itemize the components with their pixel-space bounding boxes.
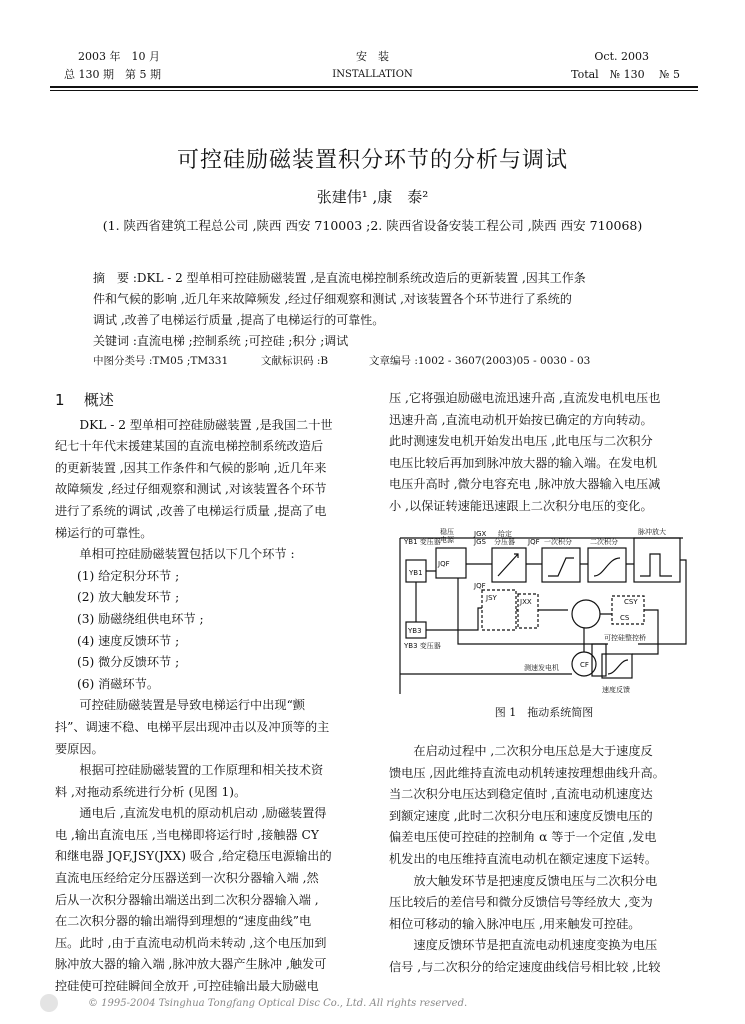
abstract-classification: 中图分类号 :TM05 ;TM331 [93,355,229,367]
list-item: (4) 速度反馈环节 ; [76,633,180,648]
text-line: 后从一次积分器输出端送出到二次积分器输入端 , [55,892,319,907]
text-line: 相位可移动的输入脉冲电压 ,用来触发可控硅。 [389,916,641,931]
text-line: 脉冲放大器的输入端 ,脉冲放大器产生脉冲 ,触发可 [55,957,327,972]
label-yb3-transformer: YB3 变压器 [404,642,441,650]
text-line: 压 ,它将强迫励磁电流迅速升高 ,直流发电机电压也 [389,391,661,405]
label-yb1-box: YB1 [409,569,423,577]
divider-box [492,548,526,582]
label-stabilizer: 稳压 [440,528,454,536]
header-journal-en: INSTALLATION [332,69,413,80]
abstract-line-3: 调试 ,改善了电梯运行质量 ,提高了电梯运行的可靠性。 [93,313,385,327]
text-line: 直流电压经给定分压器送到一次积分器输入端 ,然 [55,871,319,886]
pulse-waveform [640,554,672,576]
paragraph-trigger-stage [389,871,699,936]
label-scr-bridge: 可控硅整控桥 [604,634,646,642]
header-total-number: Total № 130 № 5 [571,68,680,81]
text-line: 到额定速度 ,此时二次积分电压和速度反馈电压的 [389,808,653,823]
text-line: 在二次积分器的输出端得到理想的“速度曲线”电 [55,914,312,929]
text-line: 根据可控硅励磁装置的工作原理和相关技术资 [79,763,324,778]
second-integrator-waveform [594,558,620,576]
label-jgx: JGX [474,530,487,538]
paragraph-speed-feedback [389,935,699,978]
text-line: 迅速升高 ,直流电动机开始按已确定的方向转动。 [389,412,653,427]
list-item: (5) 微分反馈环节 ; [76,655,180,670]
first-integrator-box [542,548,580,582]
text-line: 要原因。 [55,741,104,756]
right-column-bottom [389,741,699,979]
label-speed-feedback: 速度反馈 [602,686,630,694]
label-pulse-amplifier: 脉冲放大 [638,528,666,536]
text-line: 速度反馈环节是把直流电动机速度变换为电压 [413,938,658,953]
text-line: DKL - 2 型单相可控硅励磁装置 ,是我国二十世 [79,417,333,432]
label-cs: CS [620,614,630,622]
text-line: 控硅使可控硅瞬间全放开 ,可控硅输出最大励磁电 [55,979,319,994]
text-line: 通电后 ,直流发电机的原动机启动 ,励磁装置得 [79,806,327,821]
text-line: 机发出的电压维持直流电动机在额定速度下运转。 [389,851,658,866]
section-title: 概述 [83,391,114,409]
text-line: 纪七十年代末援建某国的直流电梯控制系统改造后 [55,439,324,454]
figure-caption: 图 1 拖动系统简图 [494,706,594,719]
text-line: 压。此时 ,由于直流电动机尚未转动 ,这个电压加到 [55,935,327,950]
abstract-line-1: 摘 要 :DKL - 2 型单相可控硅励磁装置 ,是直流电梯控制系统改造后的更新装置 ,因其工作条 [93,271,586,285]
text-line: 放大触发环节是把速度反馈电压与二次积分电 [413,873,658,888]
section-number: 1 [55,391,65,409]
dc-generator-symbol [572,600,600,628]
paragraph-startup [55,803,360,997]
text-line: 抖”、调速不稳、电梯平层出现冲击以及冲顶等的主 [55,719,330,734]
text-line: 进行了系统的调试 ,改善了电梯运行质量 ,提高了电 [55,503,327,518]
label-second-integrator: 二次积分 [590,538,618,546]
text-line: 此时测速发电机开始发出电压 ,此电压与二次积分 [389,434,653,449]
paragraph-analysis [55,760,360,803]
label-power-supply: 电源 [440,536,454,544]
text-line: 梯运行的可靠性。 [55,525,153,540]
text-line: 在启动过程中 ,二次积分电压总是大于速度反 [413,744,653,758]
label-jgs: JGS [474,538,486,546]
text-line: 电压比较后再加到脉冲放大器的输入端。在发电机 [389,455,658,470]
text-line: 的更新装置 ,因其工作条件和气候的影响 ,近几年来 [55,460,327,475]
text-line: 当二次积分电压达到稳定值时 ,直流电动机速度达 [389,787,653,802]
text-line: 电 ,输出直流电压 ,当电梯即将运行时 ,接触器 CY [55,827,319,842]
header-rule-thin [50,90,698,91]
section-heading [55,390,360,413]
first-integrator-waveform [548,558,574,576]
divider-arrow [498,554,518,576]
header-journal-cn: 安 装 [356,50,389,63]
list-item: (3) 励磁绕组供电环节 ; [76,611,204,626]
text-line: 电压升高时 ,微分电容充电 ,脉冲放大器输入电压减 [389,477,661,492]
paragraph-startup-process [389,741,699,871]
header-rule-thick [50,86,698,88]
abstract-doc-code: 文献标识码 :B [261,355,329,367]
article-title: 可控硅励磁装置积分环节的分析与调试 [176,148,568,173]
header-issue-date: 2003 年 10 月 [78,50,160,63]
paragraph-causes [55,695,360,760]
label-first-integrator: 一次积分 [544,538,572,546]
right-column-top [389,388,699,518]
text-line: 馈电压 ,因此维持直流电动机转速按理想曲线升高。 [389,765,665,780]
list-item: (1) 给定积分环节 ; [76,568,180,583]
article-affiliations: (1. 陕西省建筑工程总公司 ,陕西 西安 710003 ;2. 陕西省设备安装工程公司 ,陕西 西安 710068) [102,218,643,233]
text-line: 可控硅励磁装置是导致电梯运行中出现“颤 [79,698,305,713]
abstract-line-2: 件和气候的影响 ,近几年来故障频发 ,经过仔细观察和测试 ,对该装置各个环节进行了系统的 [93,292,572,306]
label-cf: CF [580,661,589,669]
paragraph-overview [55,415,360,545]
text-line: 压比较后的差信号和微分反馈信号等经放大 ,变为 [389,895,653,910]
header-month-en: Oct. 2003 [594,50,649,63]
text-line: 信号 ,与二次积分的给定速度曲线信号相比较 ,比较 [389,959,661,974]
left-column [55,390,360,998]
list-item: (2) 放大触发环节 ; [76,590,180,605]
label-tacho-generator: 测速发电机 [524,664,559,672]
paragraph-components-intro: 单相可控硅励磁装置包括以下几个环节 : [79,547,295,562]
article-authors: 张建伟¹ ,康 泰² [316,188,429,206]
label-csy: CSY [624,598,638,606]
label-divider: 分压器 [494,538,515,546]
footer-copyright: © 1995-2004 Tsinghua Tongfang Optical Disc Co., Ltd. All rights reserved. [88,998,468,1009]
label-jqf-contact: JQF [438,560,450,568]
label-yb3-box: YB3 [408,627,422,635]
components-list [55,566,360,696]
label-yb1-transformer: YB1 变压器 [404,538,441,546]
publisher-logo-icon [40,994,58,1012]
figure-drive-system-diagram [398,524,690,700]
header-issue-number: 总 130 期 第 5 期 [64,68,161,81]
text-line: 故障频发 ,经过仔细观察和测试 ,对该装置各个环节 [55,482,327,497]
second-integrator-box [588,548,626,582]
label-given: 给定 [498,530,512,538]
list-item: (6) 消磁环节。 [76,676,160,691]
label-jqf-box: JQF [474,582,486,590]
label-jxx: JXX [520,598,532,606]
label-jsy: JSY [486,594,497,602]
text-line: 小 ,以保证转速能迅速跟上二次积分电压的变化。 [389,498,653,513]
label-jqf2: JQF [528,538,540,546]
speed-feedback-waveform [608,660,628,674]
abstract-keywords: 关键词 :直流电梯 ;控制系统 ;可控硅 ;积分 ;调试 [93,334,349,348]
text-line: 偏差电压使可控硅的控制角 α 等于一个定值 ,发电 [389,830,657,845]
text-line: 和继电器 JQF,JSY(JXX) 吸合 ,给定稳压电源输出的 [55,849,332,864]
abstract-article-number: 文章编号 :1002 - 3607(2003)05 - 0030 - 03 [369,355,591,367]
text-line: 料 ,对拖动系统进行分析 (见图 1)。 [55,784,247,799]
